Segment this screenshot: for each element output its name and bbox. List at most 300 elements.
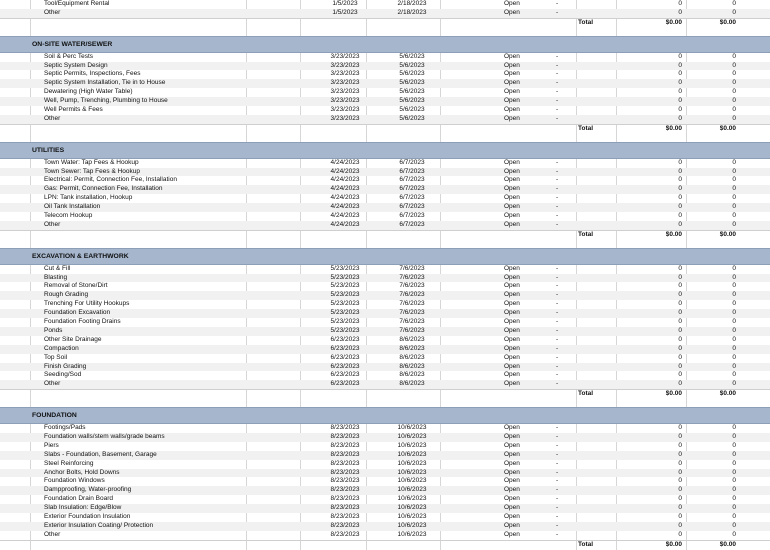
placeholder-cell: - <box>556 530 559 538</box>
status-cell: Open <box>504 335 520 343</box>
end-date-cell: 10/6/2023 <box>397 477 427 485</box>
estimate-cell: 0 <box>678 309 682 317</box>
actual-cell: 0 <box>732 185 736 193</box>
task-name-cell: Other <box>44 8 61 16</box>
end-date-cell: 6/7/2023 <box>399 185 425 193</box>
end-date-cell: 6/7/2023 <box>399 176 425 184</box>
status-cell: Open <box>504 61 520 69</box>
start-date-cell: 4/24/2023 <box>330 167 360 175</box>
actual-cell: 0 <box>732 450 736 458</box>
task-name-cell: Tool/Equipment Rental <box>44 0 110 7</box>
table-row[interactable] <box>0 0 770 9</box>
table-row[interactable] <box>0 194 770 203</box>
estimate-cell: 0 <box>678 512 682 520</box>
table-row[interactable] <box>0 469 770 478</box>
status-cell: Open <box>504 530 520 538</box>
section-header: EXCAVATION & EARTHWORK <box>0 248 770 265</box>
end-date-cell: 7/6/2023 <box>399 273 425 281</box>
actual-cell: 0 <box>732 167 736 175</box>
table-row[interactable] <box>0 70 770 79</box>
estimate-cell: 0 <box>678 176 682 184</box>
start-date-cell: 5/23/2023 <box>330 273 360 281</box>
table-row[interactable] <box>0 221 770 230</box>
total-estimate: $0.00 <box>665 124 682 132</box>
placeholder-cell: - <box>556 371 559 379</box>
placeholder-cell: - <box>556 176 559 184</box>
task-name-cell: Exterior Foundation Insulation <box>44 512 131 520</box>
end-date-cell: 5/6/2023 <box>399 70 425 78</box>
status-cell: Open <box>504 318 520 326</box>
status-cell: Open <box>504 264 520 272</box>
actual-cell: 0 <box>732 432 736 440</box>
actual-cell: 0 <box>732 212 736 220</box>
actual-cell: 0 <box>732 300 736 308</box>
end-date-cell: 2/18/2023 <box>397 8 427 16</box>
end-date-cell: 10/6/2023 <box>397 441 427 449</box>
table-row[interactable] <box>0 203 770 212</box>
spacer-row <box>0 240 770 248</box>
table-row[interactable] <box>0 88 770 97</box>
actual-cell: 0 <box>732 504 736 512</box>
placeholder-cell: - <box>556 353 559 361</box>
estimate-cell: 0 <box>678 194 682 202</box>
estimate-cell: 0 <box>678 167 682 175</box>
table-row[interactable] <box>0 380 770 389</box>
status-cell: Open <box>504 450 520 458</box>
status-cell: Open <box>504 8 520 16</box>
table-row[interactable] <box>0 363 770 372</box>
actual-cell: 0 <box>732 477 736 485</box>
placeholder-cell: - <box>556 194 559 202</box>
status-cell: Open <box>504 291 520 299</box>
task-name-cell: Septic System Installation, Tie in to House <box>44 79 166 87</box>
placeholder-cell: - <box>556 97 559 105</box>
spacer-row <box>0 134 770 142</box>
table-row[interactable] <box>0 513 770 522</box>
actual-cell: 0 <box>732 495 736 503</box>
task-name-cell: Telecom Hookup <box>44 212 93 220</box>
end-date-cell: 2/18/2023 <box>397 0 427 7</box>
table-row[interactable] <box>0 176 770 185</box>
table-row[interactable] <box>0 291 770 300</box>
task-name-cell: Finish Grading <box>44 362 87 370</box>
task-name-cell: Foundation walls/stem walls/grade beams <box>44 432 165 440</box>
actual-cell: 0 <box>732 441 736 449</box>
actual-cell: 0 <box>732 106 736 114</box>
status-cell: Open <box>504 424 520 432</box>
table-row[interactable] <box>0 159 770 168</box>
placeholder-cell: - <box>556 450 559 458</box>
status-cell: Open <box>504 212 520 220</box>
actual-cell: 0 <box>732 176 736 184</box>
start-date-cell: 5/23/2023 <box>330 300 360 308</box>
estimate-cell: 0 <box>678 106 682 114</box>
actual-cell: 0 <box>732 530 736 538</box>
end-date-cell: 10/6/2023 <box>397 424 427 432</box>
task-name-cell: Electrical: Permit, Connection Fee, Installation <box>44 176 177 184</box>
start-date-cell: 5/23/2023 <box>330 309 360 317</box>
end-date-cell: 8/6/2023 <box>399 353 425 361</box>
estimate-cell: 0 <box>678 344 682 352</box>
status-cell: Open <box>504 203 520 211</box>
actual-cell: 0 <box>732 158 736 166</box>
placeholder-cell: - <box>556 203 559 211</box>
task-name-cell: Foundation Excavation <box>44 309 111 317</box>
placeholder-cell: - <box>556 468 559 476</box>
status-cell: Open <box>504 282 520 290</box>
actual-cell: 0 <box>732 353 736 361</box>
start-date-cell: 6/23/2023 <box>330 353 360 361</box>
task-name-cell: Other <box>44 530 61 538</box>
actual-cell: 0 <box>732 88 736 96</box>
start-date-cell: 4/24/2023 <box>330 158 360 166</box>
end-date-cell: 5/6/2023 <box>399 106 425 114</box>
estimate-cell: 0 <box>678 212 682 220</box>
end-date-cell: 5/6/2023 <box>399 61 425 69</box>
start-date-cell: 8/23/2023 <box>330 441 360 449</box>
total-estimate: $0.00 <box>665 540 682 548</box>
estimate-cell: 0 <box>678 70 682 78</box>
start-date-cell: 8/23/2023 <box>330 468 360 476</box>
placeholder-cell: - <box>556 459 559 467</box>
placeholder-cell: - <box>556 0 559 7</box>
actual-cell: 0 <box>732 309 736 317</box>
total-actual: $0.00 <box>719 230 736 238</box>
start-date-cell: 5/23/2023 <box>330 326 360 334</box>
end-date-cell: 6/7/2023 <box>399 194 425 202</box>
start-date-cell: 8/23/2023 <box>330 450 360 458</box>
placeholder-cell: - <box>556 114 559 122</box>
table-row[interactable] <box>0 495 770 504</box>
task-name-cell: Ponds <box>44 326 63 334</box>
status-cell: Open <box>504 441 520 449</box>
table-row[interactable] <box>0 185 770 194</box>
table-row[interactable] <box>0 212 770 221</box>
end-date-cell: 5/6/2023 <box>399 97 425 105</box>
table-row[interactable] <box>0 327 770 336</box>
table-row[interactable] <box>0 115 770 124</box>
actual-cell: 0 <box>732 468 736 476</box>
start-date-cell: 3/23/2023 <box>330 97 360 105</box>
start-date-cell: 1/5/2023 <box>332 8 358 16</box>
table-row[interactable] <box>0 168 770 177</box>
actual-cell: 0 <box>732 371 736 379</box>
status-cell: Open <box>504 477 520 485</box>
status-cell: Open <box>504 495 520 503</box>
actual-cell: 0 <box>732 424 736 432</box>
end-date-cell: 10/6/2023 <box>397 450 427 458</box>
start-date-cell: 8/23/2023 <box>330 530 360 538</box>
table-row[interactable] <box>0 9 770 18</box>
end-date-cell: 8/6/2023 <box>399 344 425 352</box>
end-date-cell: 8/6/2023 <box>399 371 425 379</box>
table-row[interactable] <box>0 309 770 318</box>
total-row <box>0 540 770 550</box>
start-date-cell: 8/23/2023 <box>330 521 360 529</box>
placeholder-cell: - <box>556 264 559 272</box>
end-date-cell: 10/6/2023 <box>397 521 427 529</box>
placeholder-cell: - <box>556 61 559 69</box>
estimate-cell: 0 <box>678 0 682 7</box>
status-cell: Open <box>504 0 520 7</box>
end-date-cell: 8/6/2023 <box>399 380 425 388</box>
estimate-cell: 0 <box>678 504 682 512</box>
status-cell: Open <box>504 486 520 494</box>
estimate-cell: 0 <box>678 450 682 458</box>
end-date-cell: 7/6/2023 <box>399 282 425 290</box>
end-date-cell: 6/7/2023 <box>399 203 425 211</box>
start-date-cell: 4/24/2023 <box>330 220 360 228</box>
estimate-cell: 0 <box>678 468 682 476</box>
actual-cell: 0 <box>732 61 736 69</box>
end-date-cell: 6/7/2023 <box>399 158 425 166</box>
estimate-cell: 0 <box>678 318 682 326</box>
total-actual: $0.00 <box>719 390 736 398</box>
start-date-cell: 3/23/2023 <box>330 70 360 78</box>
table-row[interactable] <box>0 460 770 469</box>
task-name-cell: Well Permits & Fees <box>44 106 103 114</box>
placeholder-cell: - <box>556 70 559 78</box>
table-row[interactable] <box>0 97 770 106</box>
estimate-cell: 0 <box>678 486 682 494</box>
start-date-cell: 6/23/2023 <box>330 371 360 379</box>
actual-cell: 0 <box>732 114 736 122</box>
total-actual: $0.00 <box>719 124 736 132</box>
status-cell: Open <box>504 167 520 175</box>
status-cell: Open <box>504 380 520 388</box>
total-estimate: $0.00 <box>665 390 682 398</box>
status-cell: Open <box>504 220 520 228</box>
spacer-row <box>0 399 770 407</box>
table-row[interactable] <box>0 53 770 62</box>
task-name-cell: Rough Grading <box>44 291 89 299</box>
start-date-cell: 4/24/2023 <box>330 194 360 202</box>
end-date-cell: 6/7/2023 <box>399 212 425 220</box>
task-name-cell: Steel Reinforcing <box>44 459 94 467</box>
start-date-cell: 3/23/2023 <box>330 106 360 114</box>
table-row[interactable] <box>0 531 770 540</box>
task-name-cell: Foundation Drain Board <box>44 495 114 503</box>
table-row[interactable] <box>0 282 770 291</box>
table-row[interactable] <box>0 318 770 327</box>
table-row[interactable] <box>0 486 770 495</box>
start-date-cell: 5/23/2023 <box>330 291 360 299</box>
end-date-cell: 10/6/2023 <box>397 530 427 538</box>
table-row[interactable] <box>0 424 770 433</box>
actual-cell: 0 <box>732 52 736 60</box>
start-date-cell: 3/23/2023 <box>330 61 360 69</box>
placeholder-cell: - <box>556 318 559 326</box>
table-row[interactable] <box>0 265 770 274</box>
end-date-cell: 5/6/2023 <box>399 52 425 60</box>
end-date-cell: 10/6/2023 <box>397 504 427 512</box>
status-cell: Open <box>504 70 520 78</box>
estimate-cell: 0 <box>678 97 682 105</box>
placeholder-cell: - <box>556 326 559 334</box>
table-row[interactable] <box>0 345 770 354</box>
end-date-cell: 8/6/2023 <box>399 335 425 343</box>
table-row[interactable] <box>0 371 770 380</box>
table-row[interactable] <box>0 522 770 531</box>
total-label: Total <box>578 230 594 238</box>
estimate-cell: 0 <box>678 273 682 281</box>
estimate-cell: 0 <box>678 282 682 290</box>
end-date-cell: 8/6/2023 <box>399 362 425 370</box>
placeholder-cell: - <box>556 8 559 16</box>
total-label: Total <box>578 124 594 132</box>
start-date-cell: 6/23/2023 <box>330 344 360 352</box>
estimate-cell: 0 <box>678 530 682 538</box>
placeholder-cell: - <box>556 335 559 343</box>
start-date-cell: 8/23/2023 <box>330 504 360 512</box>
start-date-cell: 4/24/2023 <box>330 176 360 184</box>
status-cell: Open <box>504 504 520 512</box>
status-cell: Open <box>504 300 520 308</box>
estimate-cell: 0 <box>678 8 682 16</box>
placeholder-cell: - <box>556 220 559 228</box>
end-date-cell: 10/6/2023 <box>397 512 427 520</box>
end-date-cell: 7/6/2023 <box>399 309 425 317</box>
task-name-cell: LPN: Tank installation, Hookup <box>44 194 133 202</box>
placeholder-cell: - <box>556 52 559 60</box>
actual-cell: 0 <box>732 318 736 326</box>
table-row[interactable] <box>0 477 770 486</box>
start-date-cell: 8/23/2023 <box>330 432 360 440</box>
end-date-cell: 7/6/2023 <box>399 264 425 272</box>
task-name-cell: Foundation Footing Drains <box>44 318 121 326</box>
status-cell: Open <box>504 79 520 87</box>
task-name-cell: Well, Pump, Trenching, Plumbing to House <box>44 97 168 105</box>
estimate-cell: 0 <box>678 203 682 211</box>
placeholder-cell: - <box>556 291 559 299</box>
actual-cell: 0 <box>732 220 736 228</box>
estimate-cell: 0 <box>678 88 682 96</box>
status-cell: Open <box>504 97 520 105</box>
estimate-cell: 0 <box>678 52 682 60</box>
placeholder-cell: - <box>556 432 559 440</box>
start-date-cell: 8/23/2023 <box>330 477 360 485</box>
estimate-cell: 0 <box>678 220 682 228</box>
placeholder-cell: - <box>556 79 559 87</box>
task-name-cell: Other <box>44 220 61 228</box>
task-name-cell: Cut & Fill <box>44 264 71 272</box>
total-label: Total <box>578 390 594 398</box>
table-row[interactable] <box>0 106 770 115</box>
end-date-cell: 10/6/2023 <box>397 432 427 440</box>
task-name-cell: Gas: Permit, Connection Fee, Installation <box>44 185 163 193</box>
placeholder-cell: - <box>556 521 559 529</box>
estimate-cell: 0 <box>678 61 682 69</box>
actual-cell: 0 <box>732 70 736 78</box>
placeholder-cell: - <box>556 282 559 290</box>
estimate-cell: 0 <box>678 114 682 122</box>
end-date-cell: 5/6/2023 <box>399 114 425 122</box>
placeholder-cell: - <box>556 512 559 520</box>
status-cell: Open <box>504 309 520 317</box>
total-estimate: $0.00 <box>665 18 682 26</box>
table-row[interactable] <box>0 300 770 309</box>
estimate-cell: 0 <box>678 158 682 166</box>
end-date-cell: 6/7/2023 <box>399 167 425 175</box>
start-date-cell: 6/23/2023 <box>330 362 360 370</box>
placeholder-cell: - <box>556 344 559 352</box>
task-name-cell: Compaction <box>44 344 79 352</box>
status-cell: Open <box>504 459 520 467</box>
task-name-cell: Footings/Pads <box>44 424 86 432</box>
actual-cell: 0 <box>732 459 736 467</box>
estimate-cell: 0 <box>678 459 682 467</box>
estimate-cell: 0 <box>678 432 682 440</box>
estimate-cell: 0 <box>678 380 682 388</box>
placeholder-cell: - <box>556 158 559 166</box>
task-name-cell: Town Sewer: Tap Fees & Hookup <box>44 167 140 175</box>
placeholder-cell: - <box>556 185 559 193</box>
estimate-cell: 0 <box>678 495 682 503</box>
section-header: FOUNDATION <box>0 407 770 424</box>
actual-cell: 0 <box>732 335 736 343</box>
start-date-cell: 3/23/2023 <box>330 114 360 122</box>
table-row[interactable] <box>0 79 770 88</box>
end-date-cell: 6/7/2023 <box>399 220 425 228</box>
placeholder-cell: - <box>556 273 559 281</box>
task-name-cell: Dampproofing, Water-proofing <box>44 486 132 494</box>
placeholder-cell: - <box>556 300 559 308</box>
placeholder-cell: - <box>556 380 559 388</box>
placeholder-cell: - <box>556 424 559 432</box>
estimate-cell: 0 <box>678 371 682 379</box>
task-name-cell: Soil & Perc Tests <box>44 52 94 60</box>
end-date-cell: 5/6/2023 <box>399 88 425 96</box>
task-name-cell: Town Water: Tap Fees & Hookup <box>44 158 139 166</box>
table-row[interactable] <box>0 336 770 345</box>
status-cell: Open <box>504 52 520 60</box>
table-row[interactable] <box>0 451 770 460</box>
total-row <box>0 230 770 240</box>
start-date-cell: 3/23/2023 <box>330 52 360 60</box>
table-row[interactable] <box>0 433 770 442</box>
status-cell: Open <box>504 158 520 166</box>
table-row[interactable] <box>0 504 770 513</box>
status-cell: Open <box>504 185 520 193</box>
estimate-cell: 0 <box>678 477 682 485</box>
placeholder-cell: - <box>556 362 559 370</box>
placeholder-cell: - <box>556 486 559 494</box>
estimate-cell: 0 <box>678 264 682 272</box>
total-label: Total <box>578 540 594 548</box>
start-date-cell: 3/23/2023 <box>330 88 360 96</box>
spacer-row <box>0 28 770 36</box>
placeholder-cell: - <box>556 495 559 503</box>
estimate-cell: 0 <box>678 362 682 370</box>
start-date-cell: 5/23/2023 <box>330 318 360 326</box>
start-date-cell: 4/24/2023 <box>330 203 360 211</box>
table-row[interactable] <box>0 354 770 363</box>
table-row[interactable] <box>0 62 770 71</box>
task-name-cell: Septic Permits, Inspections, Fees <box>44 70 141 78</box>
end-date-cell: 10/6/2023 <box>397 468 427 476</box>
status-cell: Open <box>504 362 520 370</box>
actual-cell: 0 <box>732 0 736 7</box>
status-cell: Open <box>504 176 520 184</box>
table-row[interactable] <box>0 274 770 283</box>
task-name-cell: Seeding/Sod <box>44 371 82 379</box>
status-cell: Open <box>504 371 520 379</box>
start-date-cell: 6/23/2023 <box>330 335 360 343</box>
total-actual: $0.00 <box>719 540 736 548</box>
placeholder-cell: - <box>556 309 559 317</box>
table-row[interactable] <box>0 442 770 451</box>
estimate-cell: 0 <box>678 291 682 299</box>
